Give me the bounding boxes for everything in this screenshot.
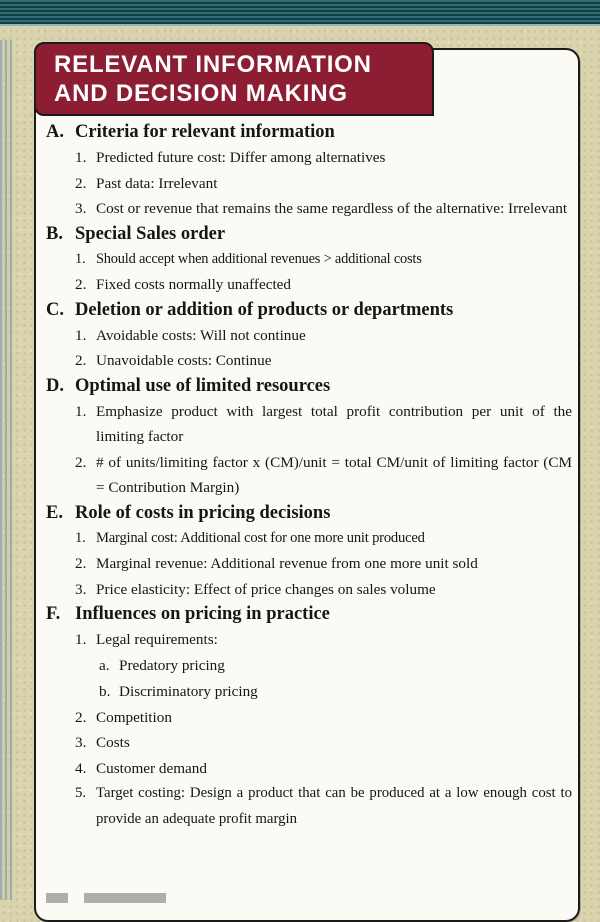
title-line-1: RELEVANT INFORMATION [54,51,372,78]
section-d [46,374,572,501]
list-item [46,551,572,577]
outline-content [46,120,572,832]
list-item [46,399,572,450]
list-item [46,171,572,197]
list-item [46,577,572,603]
item-text: Cost or revenue that remains the same regardless of the alternative: Irrelevant [96,200,568,217]
item-text: Marginal revenue: Additional revenue from one more unit sold [96,555,478,572]
section-heading [46,501,572,526]
list-item [46,323,572,349]
item-number: 2. [75,708,87,726]
section-heading [46,120,572,145]
sub-list-item [46,679,572,705]
section-letter: B. [46,223,63,244]
item-number: 3. [75,200,87,217]
section-heading [46,222,572,247]
section-letter: F. [46,604,61,624]
list-item [46,272,572,298]
item-text: Customer demand [96,759,207,777]
item-text: Should accept when additional revenues > additional costs [96,250,422,267]
list-item [46,145,572,171]
item-text: Costs [96,734,130,751]
section-f [46,602,572,832]
sub-item-letter: b. [99,682,111,700]
section-a [46,120,572,222]
list-item [46,781,572,832]
item-text: Legal requirements: [96,631,218,648]
item-text: Emphasize product with largest total profit contribution per unit of the limiting factor [96,402,572,445]
section-heading [46,298,572,323]
left-edge-tab [0,40,12,900]
cropped-next-line [46,893,572,903]
section-title: Criteria for relevant information [75,122,335,142]
list-item [46,627,572,653]
top-band-divider [0,24,600,26]
item-number: 1. [75,631,87,648]
section-letter: E. [46,502,63,523]
section-letter: C. [46,299,64,320]
section-title: Role of costs in pricing decisions [75,502,331,523]
section-title: Influences on pricing in practice [75,604,330,624]
title-line-2: AND DECISION MAKING [54,80,348,107]
list-item [46,450,572,501]
item-text: Marginal cost: Additional cost for one more unit produced [96,529,425,546]
sub-item-text: Predatory pricing [119,656,225,674]
item-number: 5. [75,785,87,801]
section-c [46,298,572,374]
item-number: 1. [75,402,87,420]
list-item [46,730,572,756]
item-number: 3. [75,580,87,598]
item-text: # of units/limiting factor x (CM)/unit = total CM/unit of limiting factor (CM = Contribution Margin) [96,453,572,496]
item-number: 1. [75,149,87,166]
section-e [46,501,572,603]
section-letter: D. [46,375,64,396]
sub-item-text: Discriminatory pricing [119,682,258,700]
item-text: Unavoidable costs: Continue [96,352,272,369]
list-item [46,526,572,552]
item-text: Past data: Irrelevant [96,174,218,192]
item-number: 2. [75,453,87,471]
item-text: Target costing: Design a product that can be produced at a low enough cost to provide an adequate profit margin [96,785,572,827]
item-text: Predicted future cost: Differ among alternatives [96,149,386,166]
list-item [46,756,572,782]
item-number: 1. [75,250,86,267]
item-number: 1. [75,326,87,344]
section-title: Optimal use of limited resources [75,375,331,396]
item-number: 2. [75,174,87,192]
item-text: Competition [96,708,172,726]
sub-item-letter: a. [99,656,110,674]
section-heading [46,602,572,627]
item-number: 2. [75,352,87,369]
section-b [46,222,572,298]
list-item [46,705,572,731]
page-title [34,42,434,116]
list-item [46,196,572,222]
item-number: 3. [75,734,87,751]
section-letter: A. [46,122,64,142]
section-heading [46,374,572,399]
section-title: Special Sales order [75,223,226,244]
list-item [46,348,572,374]
item-number: 1. [75,529,86,546]
item-number: 2. [75,276,87,293]
sub-list-item [46,653,572,679]
item-text: Fixed costs normally unaffected [96,276,291,293]
section-title: Deletion or addition of products or departments [75,299,454,320]
item-text: Price elasticity: Effect of price changes on sales volume [96,580,436,598]
top-color-band [0,0,600,24]
item-number: 2. [75,555,87,572]
item-text: Avoidable costs: Will not continue [96,326,306,344]
list-item [46,247,572,273]
item-number: 4. [75,759,87,777]
